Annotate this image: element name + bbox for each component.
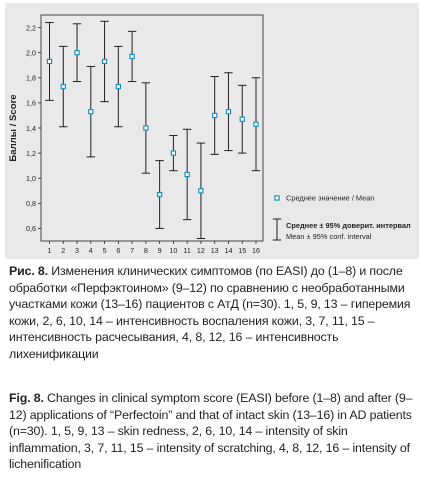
x-tick-label: 3 [75,246,80,255]
caption-en-text: Changes in clinical symptom score (EASI) before (1–8) and after (9–12) applications of “Perfectoin” and that of intact skin (13–16) in AD patients (n=30). 1, 5, 9, 13 – skin redness, 2, 6, 10, 14 – intensity of skin inflammation, 3, 7, 11, 15 – intensity of scratching, 4, 8, 12, 16 – intensity of lichenification [9,391,413,471]
mean-marker [116,84,120,88]
y-tick-label: 1,6 [26,98,36,108]
y-tick-label: 1,2 [26,148,36,158]
x-tick-label: 8 [143,246,148,255]
y-tick-label: 0,8 [26,199,36,209]
mean-marker [75,51,79,55]
x-tick-label: 9 [157,246,162,255]
y-tick-label: 2,0 [26,48,36,58]
caption-ru-label: Рис. 8. [9,264,48,278]
mean-marker [89,110,93,114]
x-tick-label: 7 [130,246,135,255]
figure-caption-en [9,390,417,473]
x-tick-label: 15 [238,246,247,255]
x-tick-label: 16 [252,246,260,255]
mean-marker [102,59,106,63]
y-tick-label: 1,0 [26,174,36,184]
mean-marker [158,192,162,196]
x-tick-label: 10 [169,246,178,255]
mean-marker [240,117,244,121]
x-tick-label: 4 [88,246,93,255]
legend-ci-label-ru: Среднее ± 95% доверит. интервал [286,221,411,230]
x-tick-label: 12 [196,246,205,255]
caption-en-label: Fig. 8. [9,391,44,405]
mean-marker [185,172,189,176]
y-tick-label: 2,2 [26,23,36,33]
mean-marker [213,113,217,117]
y-axis-label: Баллы / Score [8,94,19,162]
x-tick-label: 1 [47,246,52,255]
mean-marker [61,84,65,88]
x-tick-label: 14 [224,246,233,255]
x-tick-label: 5 [102,246,107,255]
mean-marker [171,151,175,155]
mean-marker [130,54,134,58]
chart-panel [5,3,419,259]
caption-ru-text: Изменения клинических симптомов (по EASI) до (1–8) и после обработки «Перфэктоином» (9–12) по сравнению с необработанными участками кожи (13–16) пациентов с АтД (n=30). 1, 5, 9, 13 – гиперемия кожи, 2, 6, 10, 14 – интенсивность воспаления кожи, 3, 7, 11, 15 – интенсивность расчесывания, 4, 8, 12, 16 – интенсивность лихенификации [9,264,411,361]
legend-ci-label-en: Mean ± 95% conf. interval [286,232,372,241]
y-tick-label: 1,8 [26,73,36,83]
legend-mean-label: Среднее значение / Mean [286,193,375,203]
plot-frame [41,15,263,241]
x-tick-label: 11 [183,246,191,255]
legend-mean-marker [275,196,279,200]
x-tick-label: 2 [61,246,66,255]
mean-marker [199,189,203,193]
x-tick-label: 13 [210,246,219,255]
y-tick-label: 1,4 [26,123,36,133]
error-bar-chart [5,3,419,259]
mean-marker [144,126,148,130]
y-tick-label: 0,6 [26,224,36,234]
figure-caption-ru [9,263,417,362]
x-tick-label: 6 [116,246,121,255]
mean-marker [254,122,258,126]
mean-marker [47,59,51,63]
mean-marker [226,110,230,114]
